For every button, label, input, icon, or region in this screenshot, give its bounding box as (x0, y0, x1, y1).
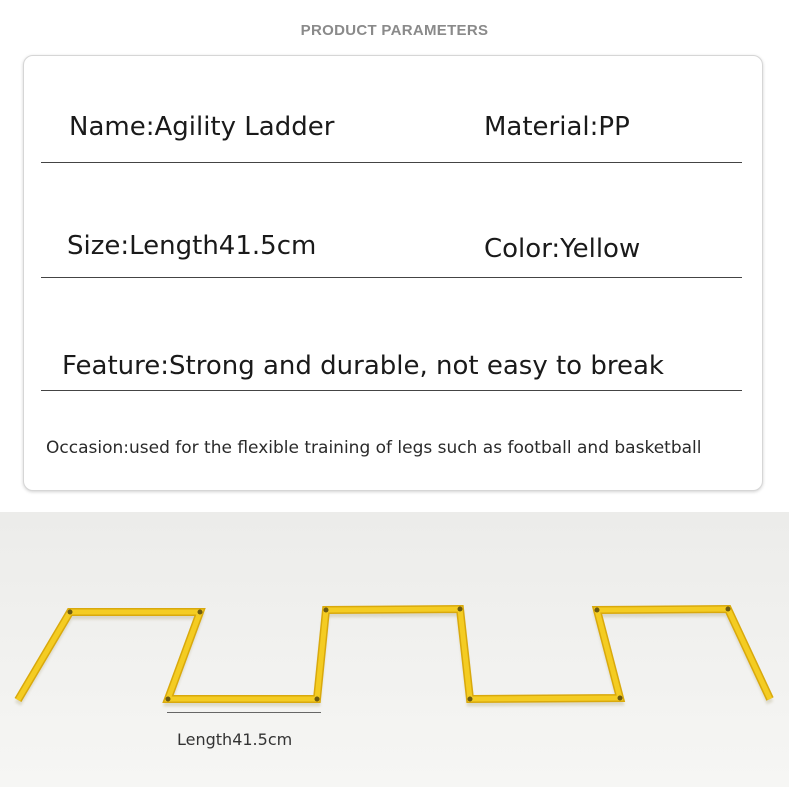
param-occasion: Occasion:used for the flexible training of legs such as football and basketball (46, 438, 702, 458)
product-photo (0, 512, 789, 787)
param-color: Color:Yellow (484, 234, 641, 264)
parameters-card (23, 55, 763, 491)
section-title: PRODUCT PARAMETERS (300, 22, 489, 39)
ladder-joints (68, 607, 731, 702)
length-label: Length41.5cm (177, 730, 293, 749)
param-size: Size:Length41.5cm (67, 231, 317, 261)
ladder-rungs (18, 609, 770, 700)
param-feature: Feature:Strong and durable, not easy to break (62, 351, 664, 381)
divider (41, 390, 742, 391)
ladder-shadow (18, 613, 770, 704)
param-material: Material:PP (484, 112, 630, 142)
length-indicator-line (167, 712, 321, 713)
divider (41, 277, 742, 278)
divider (41, 162, 742, 163)
agility-ladder-image (0, 512, 789, 787)
param-name: Name:Agility Ladder (69, 112, 335, 142)
